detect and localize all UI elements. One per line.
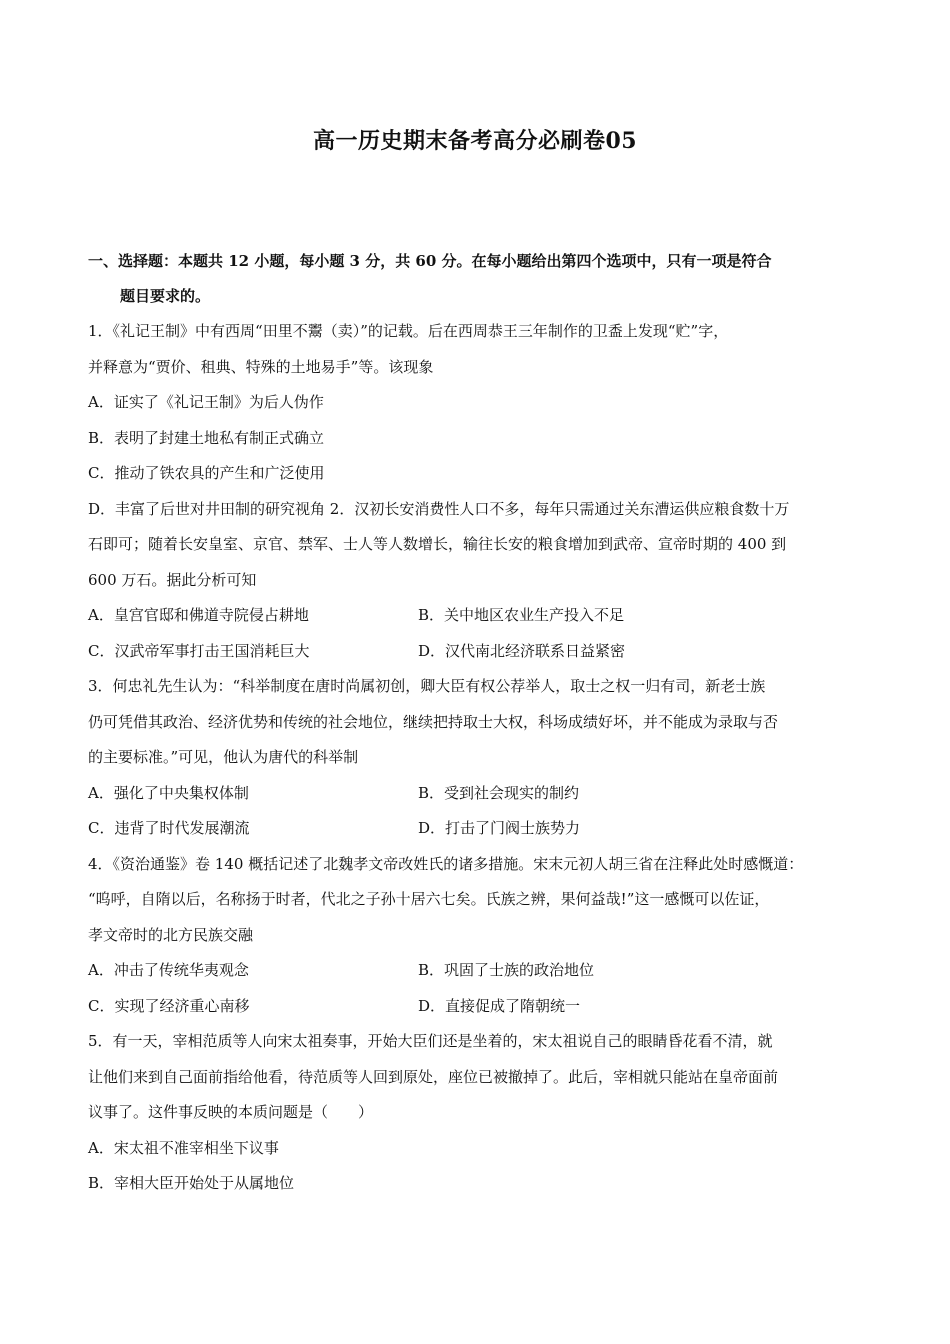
- q3-options-row2: [88, 811, 888, 847]
- question-5: [88, 1024, 888, 1202]
- q3-option-c: C．违背了时代发展潮流: [88, 819, 250, 837]
- q3-options-row1: [88, 776, 888, 812]
- question-3: [88, 669, 888, 847]
- q2-option-a: A．皇宫官邸和佛道寺院侵占耕地: [88, 606, 309, 624]
- q4-option-a: A．冲击了传统华夷观念: [88, 961, 249, 979]
- q5-option-b: B．宰相大臣开始处于从属地位: [88, 1174, 295, 1192]
- q5-stem-line3: 议事了。这件事反映的本质问题是（ ）: [88, 1103, 374, 1121]
- q1-stem-line2: 并释意为“贾价、租典、特殊的土地易手”等。该现象: [88, 357, 434, 376]
- q4-stem-line2: “呜呼，自隋以后，名称扬于时者，代北之子孙十居六七矣。氏族之辨，果何益哉!”这一感慨可以佐证，: [88, 890, 770, 908]
- q4-stem-line1: 4．《资治通鉴》卷 140 概括记述了北魏孝文帝改姓氏的诸多措施。宋末元初人胡三省在注释此处时感慨道：: [88, 854, 804, 873]
- q5-stem-line1: 5．有一天，宰相范质等人向宋太祖奏事，开始大臣们还是坐着的，宋太祖说自己的眼睛昏花看不清，就: [88, 1032, 773, 1050]
- q2-stem-line2: 石即可；随着长安皇室、京官、禁军、士人等人数增长，输往长安的粮食增加到武帝、宣帝时期的 400 到: [88, 535, 787, 553]
- q3-option-a: A．强化了中央集权体制: [88, 783, 249, 802]
- q4-options-row1: [88, 953, 888, 989]
- document-body: [88, 244, 888, 1202]
- q2-options-row1: [88, 598, 888, 634]
- q3-stem-line3: 的主要标准。”可见，他认为唐代的科举制: [88, 748, 359, 766]
- q3-option-b: B．受到社会现实的制约: [418, 783, 580, 802]
- q2-option-c: C．汉武帝军事打击王国消耗巨大: [88, 641, 310, 660]
- q5-option-a: A．宋太祖不准宰相坐下议事: [88, 1138, 279, 1157]
- q1-option-d-q2-stem-line1: D．丰富了后世对井田制的研究视角 2．汉初长安消费性人口不多，每年只需通过关东漕运供应粮食数十万: [88, 499, 790, 518]
- q1-option-a: A．证实了《礼记王制》为后人伪作: [88, 393, 324, 411]
- section-heading: [88, 244, 888, 314]
- q5-stem-line2: 让他们来到自己面前指给他看，待范质等人回到原处，座位已被撤掉了。此后，宰相就只能站在皇帝面前: [88, 1067, 779, 1086]
- q2-stem-line3: 600 万石。据此分析可知: [88, 570, 257, 589]
- q1-option-b: B．表明了封建土地私有制正式确立: [88, 428, 325, 447]
- q4-stem-line3: 孝文帝时的北方民族交融: [88, 925, 254, 944]
- q3-option-d: D．打击了门阀士族势力: [418, 819, 581, 837]
- q4-option-d: D．直接促成了隋朝统一: [418, 996, 581, 1015]
- q4-options-row2: [88, 989, 888, 1025]
- page-title: 高一历史期末备考高分必刷卷05: [312, 128, 638, 154]
- section-heading-line2: 题目要求的。: [120, 287, 211, 305]
- question-1: [88, 314, 888, 527]
- q3-stem-line2: 仍可凭借其政治、经济优势和传统的社会地位，继续把持取士大权，科场成绩好坏，并不能成为录取与否: [88, 712, 779, 731]
- q2-option-d: D．汉代南北经济联系日益紧密: [418, 641, 626, 660]
- q4-option-c: C．实现了经济重心南移: [88, 996, 250, 1015]
- q1-stem-line1: 1．《礼记王制》中有西周“田里不鬻（卖）”的记载。后在西周恭王三年制作的卫盉上发现“贮”字，: [88, 322, 729, 340]
- question-2: [88, 527, 888, 669]
- q1-option-c: C．推动了铁农具的产生和广泛使用: [88, 464, 325, 482]
- q2-options-row2: [88, 634, 888, 670]
- section-heading-line1: 一、选择题：本题共 12 小题，每小题 3 分，共 60 分。在每小题给出第四个选项中，只有一项是符合: [88, 252, 772, 270]
- q4-option-b: B．巩固了士族的政治地位: [418, 961, 595, 979]
- q2-option-b: B．关中地区农业生产投入不足: [418, 606, 625, 624]
- question-4: [88, 847, 888, 1025]
- q3-stem-line1: 3．何忠礼先生认为：“科举制度在唐时尚属初创，卿大臣有权公荐举人，取士之权一归有司，新老士族: [88, 677, 766, 695]
